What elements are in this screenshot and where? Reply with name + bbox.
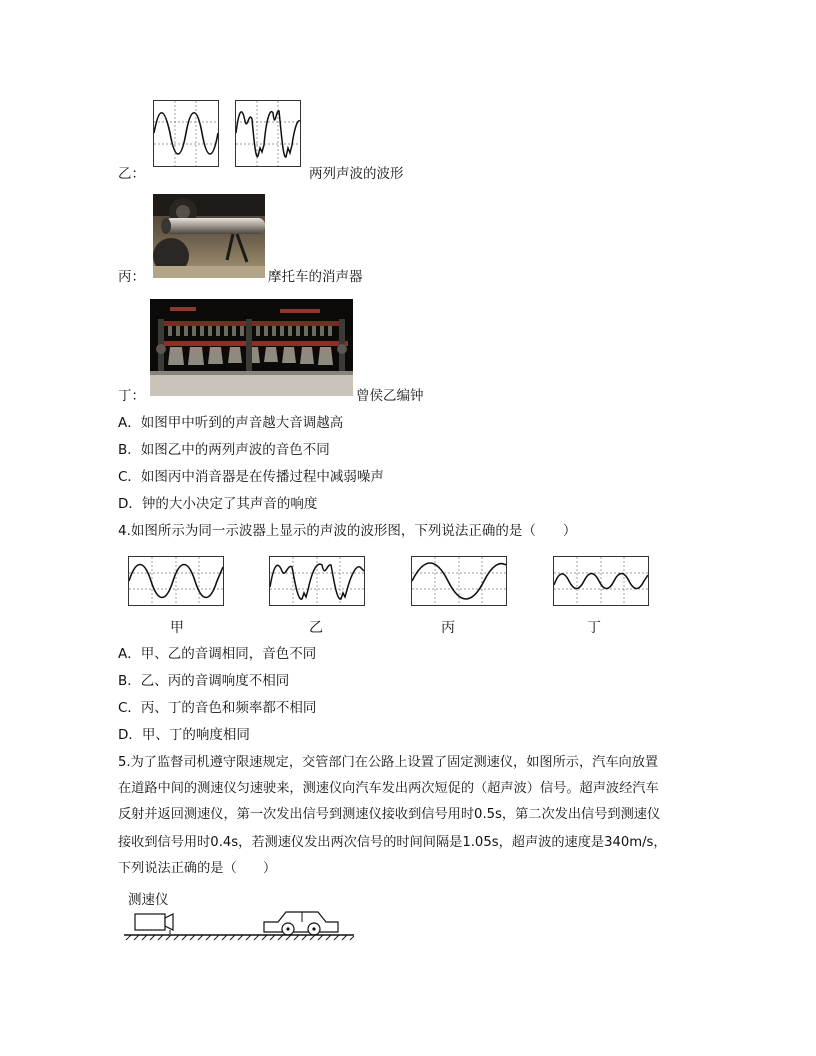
q4-option-b: B．乙、丙的音调响度不相同 <box>118 673 290 689</box>
q5-line-4: 接收到信号用时0.4s，若测速仪发出两次信号的时间间隔是1.05s，超声波的速度是340m/s， <box>118 835 667 850</box>
q5-line-3: 反射并返回测速仪，第一次发出信号到测速仪接收到信号用时0.5s，第二次发出信号到测速仪 <box>118 807 661 822</box>
q3-option-a: A．如图甲中听到的声音越大音调越高 <box>118 415 344 431</box>
item-yi-caption: 两列声波的波形 <box>309 166 404 182</box>
bianzhong-bells-photo <box>150 299 353 396</box>
item-ding-prefix: 丁： <box>118 388 145 404</box>
q3-option-b: B．如图乙中的两列声波的音色不同 <box>118 442 330 458</box>
waveform-ding <box>553 556 649 606</box>
item-ding-caption: 曾侯乙编钟 <box>356 388 424 404</box>
speed-camera-icon <box>135 914 173 934</box>
q3-option-d: D．钟的大小决定了其声音的响度 <box>118 496 318 512</box>
label-bing: 丙 <box>441 620 455 636</box>
q5-line-1: 5.为了监督司机遵守限速规定，交管部门在公路上设置了固定测速仪，如图所示，汽车向放置 <box>118 755 659 770</box>
motorcycle-muffler-photo <box>153 194 265 278</box>
q4-option-c: C．丙、丁的音色和频率都不相同 <box>118 700 317 716</box>
item-yi-prefix: 乙： <box>118 166 145 182</box>
waveform-bing <box>411 556 507 606</box>
q5-line-5: 下列说法正确的是（ ） <box>118 861 277 876</box>
waveform-yi <box>269 556 365 606</box>
label-ding: 丁 <box>587 620 601 636</box>
item-bing-caption: 摩托车的消声器 <box>268 269 363 285</box>
waveform-yi-2 <box>235 100 301 167</box>
speed-camera-diagram <box>122 904 358 944</box>
waveform-jia <box>128 556 224 606</box>
q4-stem: 4.如图所示为同一示波器上显示的声波的波形图，下列说法正确的是（ ） <box>118 523 577 539</box>
label-jia: 甲 <box>170 620 184 636</box>
label-yi: 乙 <box>309 620 323 636</box>
q5-line-2: 在道路中间的测速仪匀速驶来，测速仪向汽车发出两次短促的（超声波）信号。超声波经汽车 <box>118 781 659 796</box>
speed-camera-label: 测速仪 <box>128 892 169 908</box>
q4-option-d: D．甲、丁的响度相同 <box>118 727 250 743</box>
car-icon <box>264 912 338 935</box>
waveform-yi-1 <box>153 100 219 167</box>
q4-option-a: A．甲、乙的音调相同，音色不同 <box>118 646 317 662</box>
item-bing-prefix: 丙： <box>118 269 145 285</box>
q3-option-c: C．如图丙中消音器是在传播过程中减弱噪声 <box>118 469 384 485</box>
